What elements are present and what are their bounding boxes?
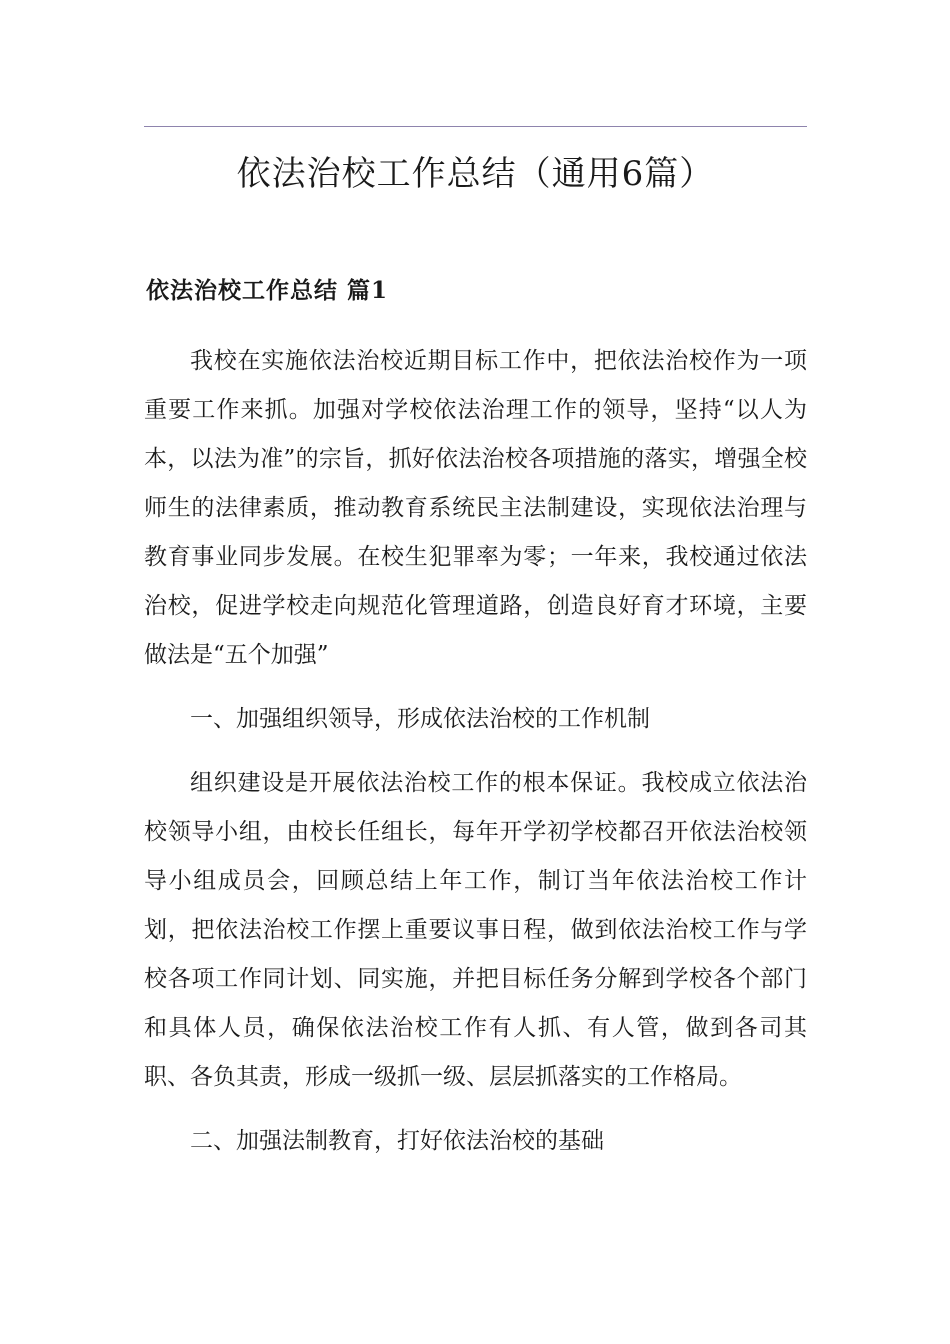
section-heading: 依法治校工作总结 篇1 (146, 277, 389, 304)
document-body (144, 337, 807, 1181)
paragraph-intro: 我校在实施依法治校近期目标工作中，把依法治校作为一项重要工作来抓。加强对学校依法治理工作的领导，坚持“以人为本，以法为准”的宗旨，抓好依法治校各项措施的落实，增强全校师生的法律素质，推动教育系统民主法制建设，实现依法治理与教育事业同步发展。在校生犯罪率为零；一年来，我校通过依法治校，促进学校走向规范化管理道路，创造良好育才环境，主要做法是“五个加强” (144, 348, 807, 668)
header-rule (144, 126, 807, 127)
subheading-one: 一、加强组织领导，形成依法治校的工作机制 (190, 706, 650, 732)
subheading-two: 二、加强法制教育，打好依法治校的基础 (190, 1128, 604, 1154)
paragraph-organization: 组织建设是开展依法治校工作的根本保证。我校成立依法治校领导小组，由校长任组长，每年开学初学校都召开依法治校领导小组成员会，回顾总结上年工作，制订当年依法治校工作计划，把依法治校工作摆上重要议事日程，做到依法治校工作与学校各项工作同计划、同实施，并把目标任务分解到学校各个部门和具体人员，确保依法治校工作有人抓、有人管，做到各司其职、各负其责，形成一级抓一级、层层抓落实的工作格局。 (144, 770, 807, 1090)
document-title: 依法治校工作总结（通用6篇） (236, 154, 715, 194)
